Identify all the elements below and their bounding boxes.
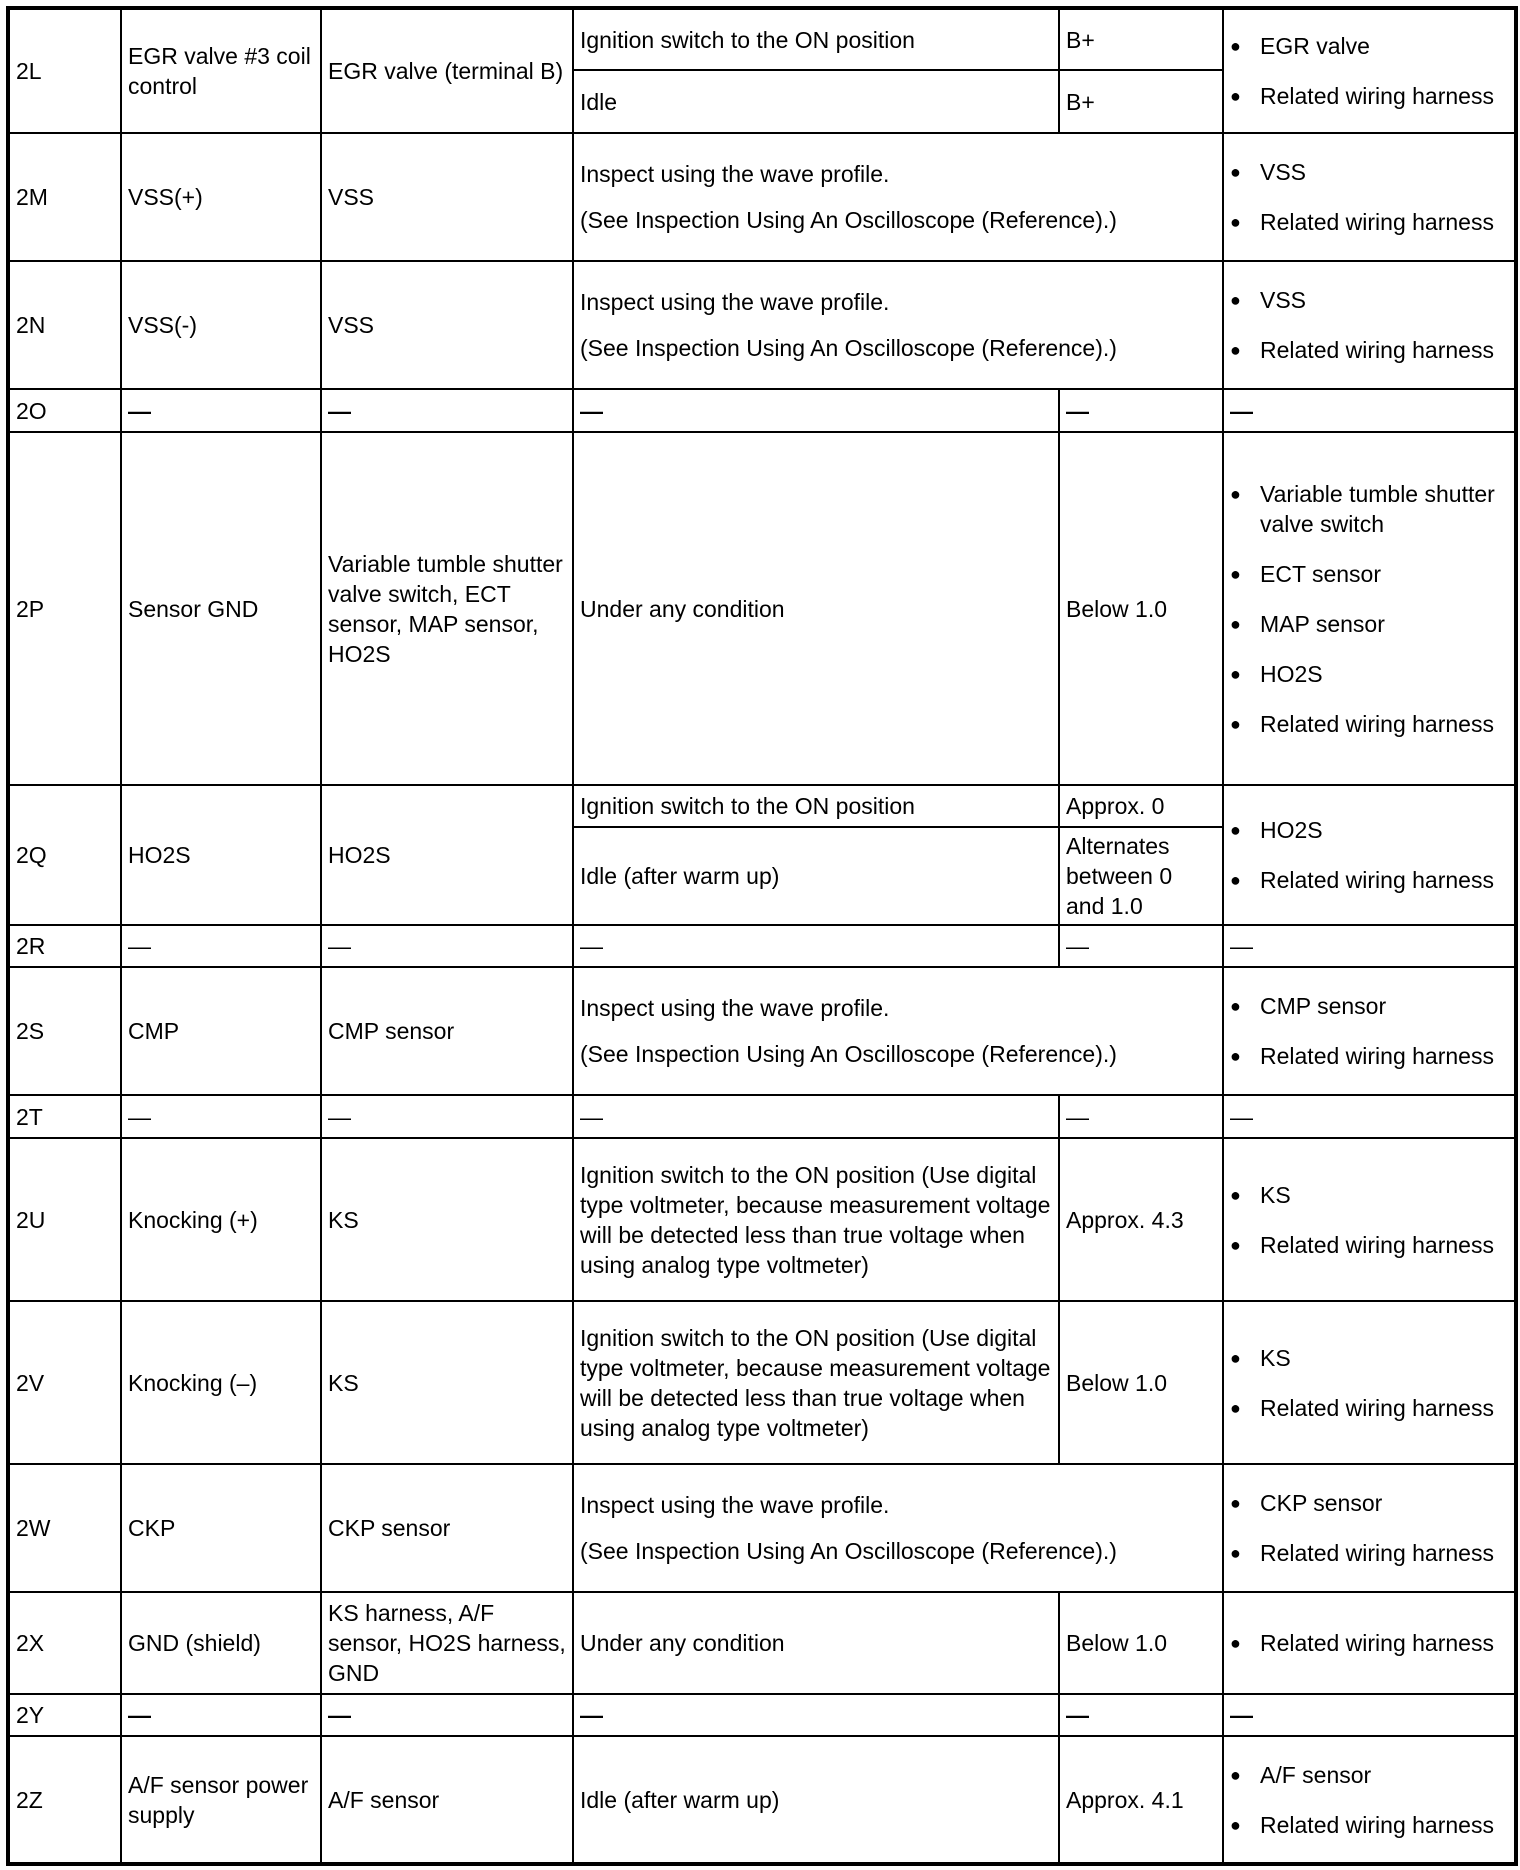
condition-cell: Idle (after warm up): [573, 1736, 1059, 1864]
terminal-cell: 2Z: [8, 1736, 121, 1864]
terminal-cell: 2N: [8, 261, 121, 389]
terminal-cell: 2S: [8, 967, 121, 1095]
empty-cell: —: [1059, 1694, 1223, 1736]
table-row: [8, 1694, 1516, 1736]
empty-cell: —: [1059, 925, 1223, 967]
table-row: [8, 432, 1516, 785]
list-item: ● Related wiring harness: [1260, 335, 1508, 365]
condition-cell: Under any condition: [573, 432, 1059, 785]
inspection-item-cell: [1223, 1301, 1516, 1464]
empty-cell: —: [321, 1095, 573, 1138]
terminal-cell: 2L: [8, 8, 121, 133]
connected-to-cell: Variable tumble shutter valve switch, ECT sensor, MAP sensor, HO2S: [321, 432, 573, 785]
connected-to-cell: VSS: [321, 261, 573, 389]
table-row: [8, 1095, 1516, 1138]
wave-instruction: ● Inspect using the wave profile.: [580, 159, 1216, 189]
signal-cell: Sensor GND: [121, 432, 321, 785]
wave-instruction: ● Inspect using the wave profile.: [580, 287, 1216, 317]
connected-to-cell: KS: [321, 1138, 573, 1301]
signal-cell: Knocking (–): [121, 1301, 321, 1464]
voltage-cell: Alternates between 0 and 1.0: [1059, 827, 1223, 925]
signal-cell: CKP: [121, 1464, 321, 1592]
list-item: ● Related wiring harness: [1260, 1538, 1508, 1568]
inspection-list: [1230, 991, 1508, 1071]
list-item: ● Related wiring harness: [1260, 1810, 1508, 1840]
signal-cell: Knocking (+): [121, 1138, 321, 1301]
wave-instruction: ● Inspect using the wave profile.: [580, 993, 1216, 1023]
empty-cell: —: [1223, 1095, 1516, 1138]
terminal-voltage-table: [6, 6, 1518, 1866]
inspection-item-cell: [1223, 432, 1516, 785]
empty-cell: —: [321, 389, 573, 432]
terminal-cell: 2Q: [8, 785, 121, 925]
wave-profile-cell: [573, 133, 1223, 261]
empty-cell: —: [1223, 1694, 1516, 1736]
list-item: ● HO2S: [1260, 659, 1508, 689]
list-item: ● ECT sensor: [1260, 559, 1508, 589]
oscilloscope-reference: (See Inspection Using An Oscilloscope (Reference).): [580, 207, 1117, 233]
signal-cell: A/F sensor power supply: [121, 1736, 321, 1864]
signal-cell: CMP: [121, 967, 321, 1095]
voltage-cell: Below 1.0: [1059, 1301, 1223, 1464]
list-item: ● MAP sensor: [1260, 609, 1508, 639]
inspection-item-cell: [1223, 1736, 1516, 1864]
inspection-list: [1230, 31, 1508, 111]
inspection-item-cell: [1223, 133, 1516, 261]
terminal-cell: 2T: [8, 1095, 121, 1138]
condition-cell: Idle (after warm up): [573, 827, 1059, 925]
connected-to-cell: A/F sensor: [321, 1736, 573, 1864]
wave-profile-cell: [573, 1464, 1223, 1592]
inspection-list: [1230, 1488, 1508, 1568]
voltage-cell: Approx. 0: [1059, 785, 1223, 827]
inspection-item-cell: [1223, 8, 1516, 133]
list-item: ● Related wiring harness: [1260, 207, 1508, 237]
list-item: ● Related wiring harness: [1260, 81, 1508, 111]
empty-cell: —: [321, 925, 573, 967]
voltage-cell: B+: [1059, 8, 1223, 70]
list-item: ● Related wiring harness: [1260, 709, 1508, 739]
voltage-cell: Approx. 4.1: [1059, 1736, 1223, 1864]
table-row: [8, 8, 1516, 70]
condition-cell: Ignition switch to the ON position: [573, 8, 1059, 70]
list-item: ● KS: [1260, 1343, 1508, 1373]
table-row: [8, 1592, 1516, 1694]
connected-to-cell: VSS: [321, 133, 573, 261]
list-item: ● Related wiring harness: [1260, 1393, 1508, 1423]
table-row: [8, 1138, 1516, 1301]
list-item: ● CMP sensor: [1260, 991, 1508, 1021]
terminal-cell: 2V: [8, 1301, 121, 1464]
table-row: [8, 261, 1516, 389]
inspection-list: [1230, 1180, 1508, 1260]
table-row: [8, 1464, 1516, 1592]
empty-cell: —: [121, 925, 321, 967]
condition-cell: Ignition switch to the ON position: [573, 785, 1059, 827]
terminal-cell: 2P: [8, 432, 121, 785]
list-item: ● Variable tumble shutter valve switch: [1260, 479, 1508, 539]
inspection-list: [1230, 285, 1508, 365]
signal-cell: VSS(-): [121, 261, 321, 389]
inspection-item-cell: [1223, 1592, 1516, 1694]
list-item: ● Related wiring harness: [1260, 1041, 1508, 1071]
table-row: [8, 133, 1516, 261]
terminal-cell: 2U: [8, 1138, 121, 1301]
inspection-list: [1230, 1628, 1508, 1658]
connected-to-cell: KS: [321, 1301, 573, 1464]
voltage-cell: B+: [1059, 70, 1223, 133]
terminal-cell: 2R: [8, 925, 121, 967]
empty-cell: —: [573, 389, 1059, 432]
voltage-cell: Below 1.0: [1059, 432, 1223, 785]
empty-cell: —: [1059, 389, 1223, 432]
connected-to-cell: HO2S: [321, 785, 573, 925]
oscilloscope-reference: (See Inspection Using An Oscilloscope (Reference).): [580, 1041, 1117, 1067]
inspection-list: [1230, 157, 1508, 237]
inspection-list: [1230, 1760, 1508, 1840]
inspection-list: [1230, 479, 1508, 739]
condition-cell: Idle: [573, 70, 1059, 133]
table-body: [8, 8, 1516, 1864]
list-item: ● KS: [1260, 1180, 1508, 1210]
terminal-cell: 2X: [8, 1592, 121, 1694]
voltage-cell: Below 1.0: [1059, 1592, 1223, 1694]
empty-cell: —: [321, 1694, 573, 1736]
list-item: ● Related wiring harness: [1260, 1230, 1508, 1260]
inspection-item-cell: [1223, 967, 1516, 1095]
wave-instruction: ● Inspect using the wave profile.: [580, 1490, 1216, 1520]
empty-cell: —: [121, 389, 321, 432]
connected-to-cell: KS harness, A/F sensor, HO2S harness, GND: [321, 1592, 573, 1694]
inspection-item-cell: [1223, 1464, 1516, 1592]
empty-cell: —: [121, 1095, 321, 1138]
list-item: ● Related wiring harness: [1260, 865, 1508, 895]
inspection-list: [1230, 815, 1508, 895]
table-row: [8, 1301, 1516, 1464]
oscilloscope-reference: (See Inspection Using An Oscilloscope (Reference).): [580, 335, 1117, 361]
terminal-cell: 2W: [8, 1464, 121, 1592]
list-item: ● VSS: [1260, 157, 1508, 187]
condition-cell: Ignition switch to the ON position (Use digital type voltmeter, because measurement voltage will be detected less than true voltage when using analog type voltmeter): [573, 1138, 1059, 1301]
inspection-item-cell: [1223, 261, 1516, 389]
wave-profile-cell: [573, 967, 1223, 1095]
inspection-item-cell: [1223, 1138, 1516, 1301]
list-item: ● HO2S: [1260, 815, 1508, 845]
inspection-list: [1230, 1343, 1508, 1423]
terminal-cell: 2O: [8, 389, 121, 432]
wave-profile-cell: [573, 261, 1223, 389]
table-row: [8, 1736, 1516, 1864]
list-item: ● A/F sensor: [1260, 1760, 1508, 1790]
empty-cell: —: [573, 925, 1059, 967]
terminal-cell: 2M: [8, 133, 121, 261]
signal-cell: HO2S: [121, 785, 321, 925]
empty-cell: —: [1223, 389, 1516, 432]
condition-cell: Ignition switch to the ON position (Use digital type voltmeter, because measurement voltage will be detected less than true voltage when using analog type voltmeter): [573, 1301, 1059, 1464]
signal-cell: VSS(+): [121, 133, 321, 261]
voltage-cell: Approx. 4.3: [1059, 1138, 1223, 1301]
empty-cell: —: [1223, 925, 1516, 967]
empty-cell: —: [1059, 1095, 1223, 1138]
connected-to-cell: CMP sensor: [321, 967, 573, 1095]
list-item: ● CKP sensor: [1260, 1488, 1508, 1518]
connected-to-cell: CKP sensor: [321, 1464, 573, 1592]
list-item: ● VSS: [1260, 285, 1508, 315]
list-item: ● Related wiring harness: [1260, 1628, 1508, 1658]
connected-to-cell: EGR valve (terminal B): [321, 8, 573, 133]
terminal-cell: 2Y: [8, 1694, 121, 1736]
list-item: ● EGR valve: [1260, 31, 1508, 61]
empty-cell: —: [573, 1694, 1059, 1736]
empty-cell: —: [121, 1694, 321, 1736]
empty-cell: —: [573, 1095, 1059, 1138]
table-row: [8, 967, 1516, 1095]
table-row: [8, 389, 1516, 432]
signal-cell: EGR valve #3 coil control: [121, 8, 321, 133]
condition-cell: Under any condition: [573, 1592, 1059, 1694]
signal-cell: GND (shield): [121, 1592, 321, 1694]
oscilloscope-reference: (See Inspection Using An Oscilloscope (Reference).): [580, 1538, 1117, 1564]
table-row: [8, 785, 1516, 827]
inspection-item-cell: [1223, 785, 1516, 925]
table-row: [8, 925, 1516, 967]
